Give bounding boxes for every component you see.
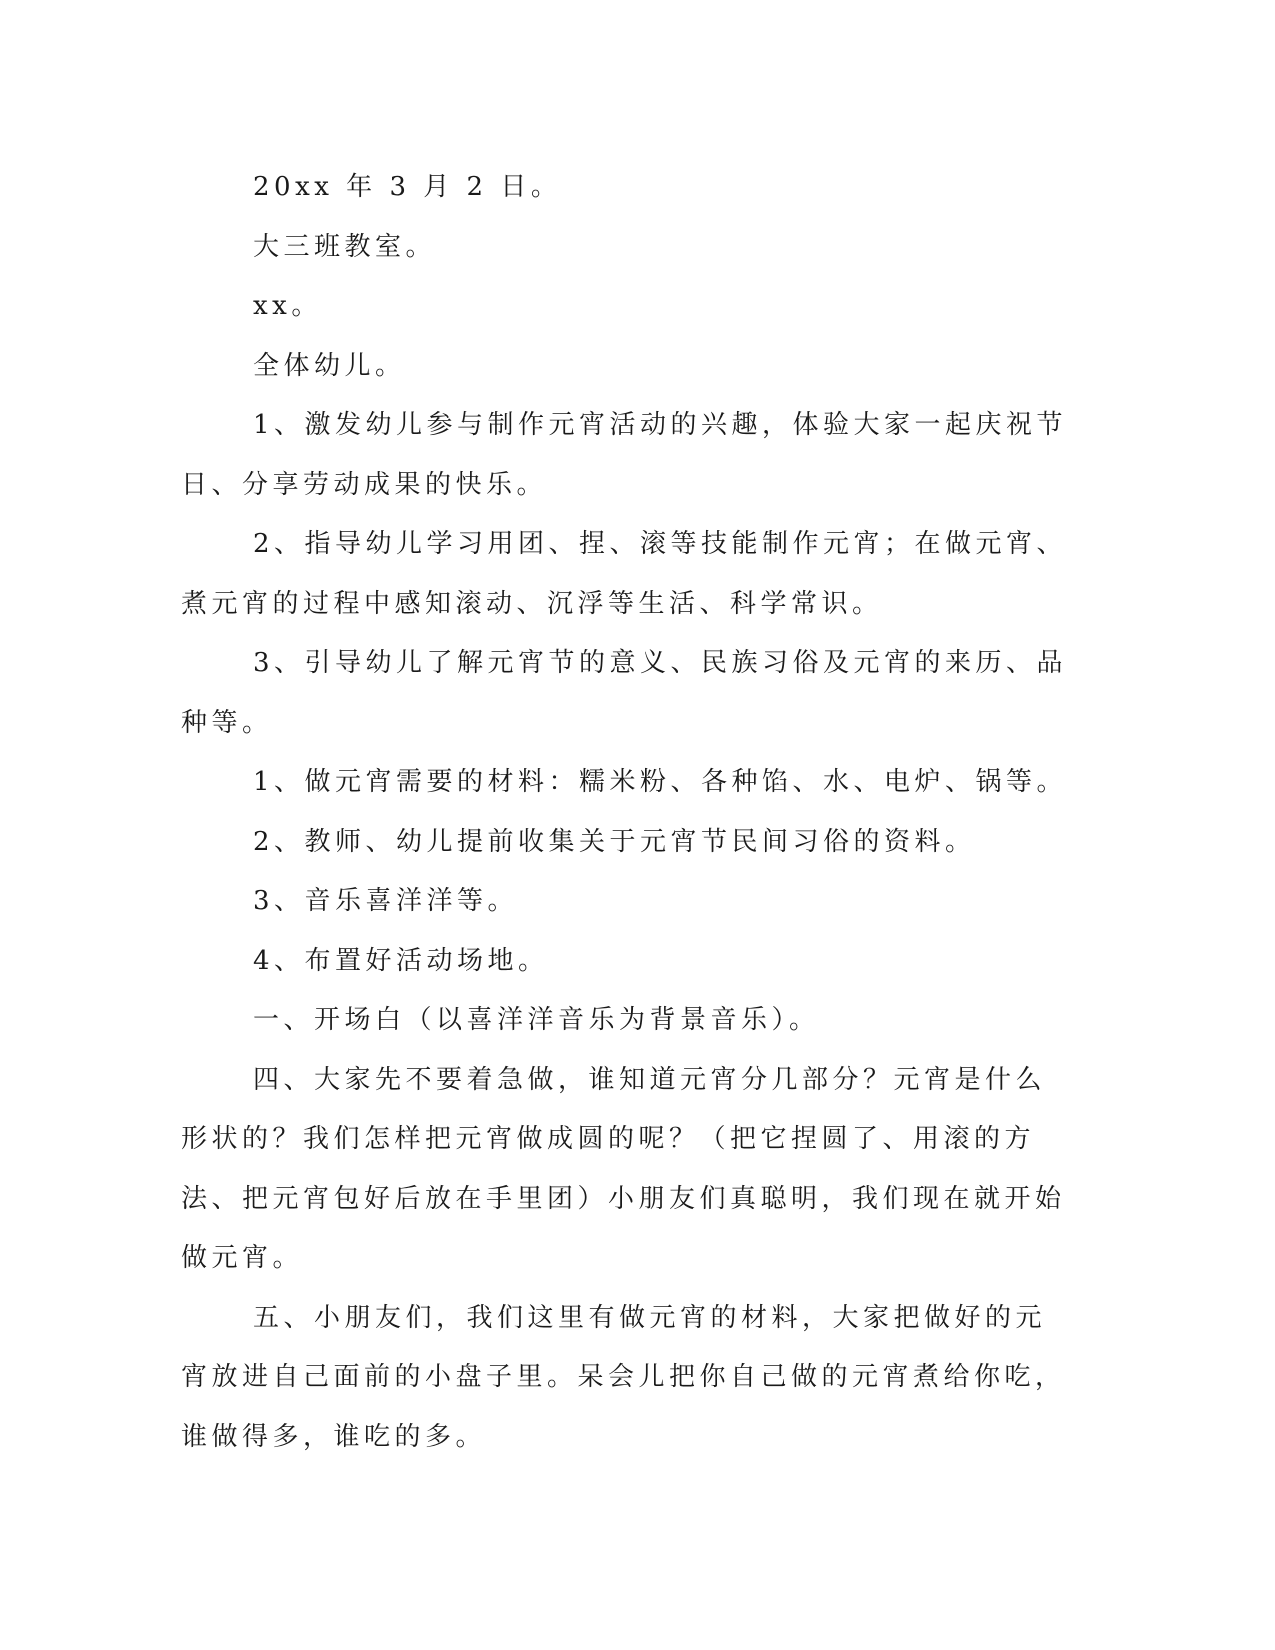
goal-3: 3、引导幼儿了解元宵节的意义、民族习俗及元宵的来历、品种等。 <box>181 648 1068 738</box>
preparation-2: 2、教师、幼儿提前收集关于元宵节民间习俗的资料。 <box>253 826 976 857</box>
date-line: 20xx 年 3 月 2 日。 <box>253 172 562 202</box>
goal-1: 1、激发幼儿参与制作元宵活动的兴趣，体验大家一起庆祝节日、分享劳动成果的快乐。 <box>181 410 1068 500</box>
process-step-1: 一、开场白（以喜洋洋音乐为背景音乐）。 <box>253 1005 820 1035</box>
document-body <box>181 158 1069 1467</box>
goal-2: 2、指导幼儿学习用团、捏、滚等技能制作元宵；在做元宵、煮元宵的过程中感知滚动、沉浮等生活、科学常识。 <box>181 529 1068 619</box>
preparation-1: 1、做元宵需要的材料：糯米粉、各种馅、水、电炉、锅等。 <box>253 767 1068 797</box>
preparation-4: 4、布置好活动场地。 <box>253 945 549 976</box>
location-line: 大三班教室。 <box>253 231 437 262</box>
process-step-4: 四、大家先不要着急做，谁知道元宵分几部分？元宵是什么形状的？我们怎样把元宵做成圆的呢？（把它捏圆了、用滚的方法、把元宵包好后放在手里团）小朋友们真聪明，我们现在就开始做元宵。 <box>181 1064 1066 1273</box>
preparation-3: 3、音乐喜洋洋等。 <box>253 886 519 916</box>
participants-line: 全体幼儿。 <box>253 350 406 381</box>
process-step-5: 五、小朋友们，我们这里有做元宵的材料，大家把做好的元宵放进自己面前的小盘子里。呆会儿把你自己做的元宵煮给你吃，谁做得多，谁吃的多。 <box>181 1302 1066 1452</box>
teacher-line: xx。 <box>253 291 322 321</box>
